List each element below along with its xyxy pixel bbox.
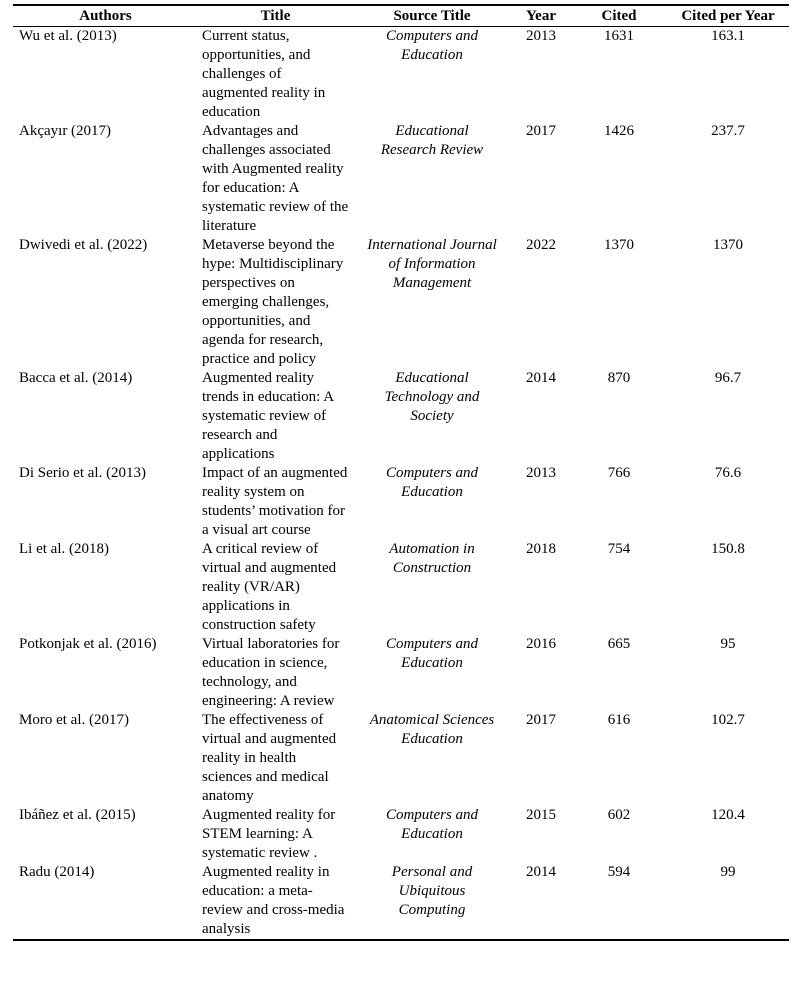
cell-year: 2013 <box>526 465 556 481</box>
cell-cited-per-year: 76.6 <box>714 465 742 481</box>
cell-cited: 754 <box>607 541 631 557</box>
cell-cited: 665 <box>607 636 631 652</box>
table-row <box>13 711 789 806</box>
cell-source-title: Computers and Education <box>385 636 479 671</box>
cell-authors: Bacca et al. (2014) <box>19 370 133 386</box>
cell-title: Augmented reality for STEM learning: A systematic review . <box>202 807 336 861</box>
cell-source-title: Computers and Education <box>385 465 479 500</box>
table-row <box>13 122 789 236</box>
header-cited: Cited <box>571 5 667 27</box>
cell-year: 2017 <box>526 712 556 728</box>
header-cited-per-year: Cited per Year <box>667 5 789 27</box>
cell-source-title: Personal and Ubiquitous Computing <box>353 863 511 940</box>
cell-title: Augmented reality in education: a meta-review and cross-media analysis <box>198 863 353 940</box>
cell-cited-per-year: 237.7 <box>711 123 745 139</box>
cell-title: Augmented reality trends in education: A systematic review of research and applications <box>202 370 334 462</box>
cell-title: Current status, opportunities, and challenges of augmented reality in education <box>202 28 326 120</box>
cell-source-title: Educational Research Review <box>380 123 484 158</box>
cell-year: 2018 <box>526 541 556 557</box>
table-row <box>13 863 789 940</box>
table-row <box>13 236 789 369</box>
cell-cited-per-year: 99 <box>667 863 789 940</box>
cell-source-title: Computers and Education <box>385 28 479 63</box>
table-row <box>13 464 789 540</box>
cell-year: 2013 <box>526 28 556 44</box>
cell-source-title: Automation in Construction <box>389 541 475 576</box>
cell-source-title: Educational Technology and Society <box>384 370 480 424</box>
cell-cited: 1426 <box>604 123 634 139</box>
cell-cited-per-year: 163.1 <box>711 28 745 44</box>
cell-cited-per-year: 96.7 <box>714 370 742 386</box>
cell-authors: Radu (2014) <box>13 863 198 940</box>
cell-cited-per-year: 150.8 <box>711 541 745 557</box>
cell-year: 2022 <box>526 237 556 253</box>
cell-source-title: International Journal of Information Management <box>367 237 497 291</box>
cell-cited-per-year: 1370 <box>713 237 743 253</box>
cell-source-title: Anatomical Sciences Education <box>369 712 495 747</box>
table-row <box>13 27 789 123</box>
header-row <box>13 5 789 27</box>
header-title: Title <box>198 5 353 27</box>
cell-cited: 1370 <box>604 237 634 253</box>
cell-cited: 870 <box>607 370 631 386</box>
table-header <box>13 5 789 27</box>
cell-title: Advantages and challenges associated with Augmented reality for education: A systematic review of the literature <box>202 123 349 234</box>
cell-cited: 1631 <box>604 28 634 44</box>
cell-cited: 766 <box>607 465 631 481</box>
cell-source-title: Computers and Education <box>385 807 479 842</box>
cell-authors: Li et al. (2018) <box>19 541 109 557</box>
table-row <box>13 369 789 464</box>
citation-table <box>13 4 789 941</box>
cell-year: 2014 <box>526 370 556 386</box>
header-authors: Authors <box>13 5 198 27</box>
table-row <box>13 540 789 635</box>
cell-year: 2014 <box>511 863 571 940</box>
cell-cited: 594 <box>571 863 667 940</box>
citation-table-page <box>13 4 789 941</box>
table-row <box>13 635 789 711</box>
header-year: Year <box>511 5 571 27</box>
cell-title: A critical review of virtual and augmented reality (VR/AR) applications in construction safety <box>202 541 337 633</box>
cell-title: Impact of an augmented reality system on students’ motivation for a visual art course <box>202 465 348 538</box>
cell-cited-per-year: 95 <box>720 636 736 652</box>
cell-title: The effectiveness of virtual and augmented reality in health sciences and medical anatomy <box>202 712 337 804</box>
cell-authors: Akçayır (2017) <box>19 123 112 139</box>
cell-cited-per-year: 120.4 <box>711 807 745 823</box>
cell-year: 2016 <box>526 636 556 652</box>
cell-authors: Ibáñez et al. (2015) <box>19 807 136 823</box>
cell-year: 2017 <box>526 123 556 139</box>
cell-year: 2015 <box>526 807 556 823</box>
table-body <box>13 27 789 941</box>
cell-authors: Di Serio et al. (2013) <box>19 465 147 481</box>
cell-cited-per-year: 102.7 <box>711 712 745 728</box>
cell-authors: Moro et al. (2017) <box>19 712 129 728</box>
cell-authors: Potkonjak et al. (2016) <box>19 636 157 652</box>
cell-cited: 616 <box>607 712 631 728</box>
cell-authors: Wu et al. (2013) <box>19 28 117 44</box>
cell-title: Virtual laboratories for education in science, technology, and engineering: A review <box>202 636 340 709</box>
cell-title: Metaverse beyond the hype: Multidisciplinary perspectives on emerging challenges, opportunities, and agenda for research, practice and policy <box>202 237 344 367</box>
cell-cited: 602 <box>607 807 631 823</box>
table-row <box>13 806 789 863</box>
cell-authors: Dwivedi et al. (2022) <box>19 237 148 253</box>
header-source-title: Source Title <box>353 5 511 27</box>
